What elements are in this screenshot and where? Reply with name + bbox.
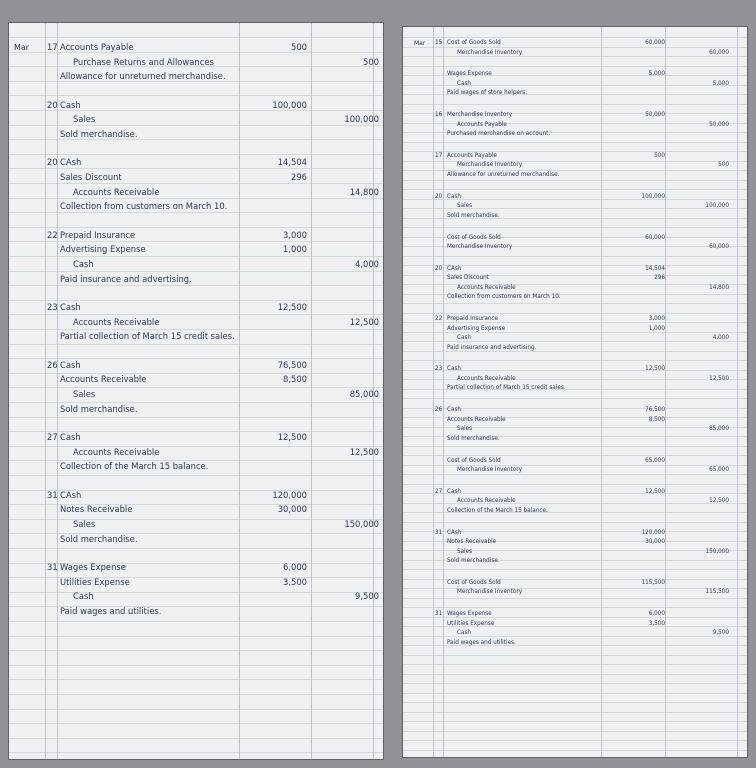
debit-amount: 100,000: [272, 99, 307, 110]
credit-amount: 9,500: [355, 591, 379, 602]
entry-description: Paid insurance and advertising.: [60, 273, 192, 284]
debit-amount: 65,000: [645, 457, 665, 464]
entry-description: Sales: [457, 203, 473, 210]
entry-description: Sales: [457, 426, 473, 433]
credit-amount: 14,800: [709, 284, 729, 291]
credit-amount: 4,000: [355, 258, 379, 269]
entry-description: Cash: [457, 80, 472, 87]
entry-description: Sold merchandise.: [447, 435, 500, 442]
entry-description: Prepaid Insurance: [447, 316, 499, 323]
entry-description: Accounts Receivable: [73, 316, 160, 327]
entry-description: Advertising Expense: [447, 325, 506, 332]
entry-description: Sold merchandise.: [60, 128, 138, 139]
entry-description: Sales Discount: [60, 172, 122, 182]
entry-description: Accounts Receivable: [60, 374, 147, 385]
debit-amount: 500: [654, 152, 665, 159]
entry-description: Sales Discount: [447, 275, 489, 282]
entry-description: Merchandise Inventory: [457, 467, 523, 473]
debit-amount: 12,500: [645, 366, 665, 373]
entry-description: Wages Expense: [447, 611, 492, 618]
entry-description: Sales: [73, 518, 96, 529]
credit-amount: 5,000: [712, 80, 729, 87]
entry-day: 17: [435, 152, 443, 159]
entry-description: Cash: [73, 258, 94, 269]
month-label: Mar: [14, 43, 30, 52]
entry-day: 26: [47, 359, 58, 370]
journal-sheet-right: [402, 26, 748, 758]
entry-description: Wages Expense: [60, 562, 126, 572]
entry-day: 31: [435, 529, 443, 536]
entry-day: 20: [47, 157, 58, 168]
entry-description: Sold merchandise.: [447, 558, 500, 565]
entry-description: Cash: [60, 432, 81, 442]
entry-description: Merchandise Inventory: [457, 49, 523, 56]
entry-description: Allowance for unreturned merchandise.: [60, 71, 226, 82]
entry-description: CAsh: [60, 489, 82, 500]
debit-amount: 3,000: [283, 229, 307, 240]
debit-amount: 3,500: [648, 620, 665, 627]
debit-amount: 8,500: [648, 416, 665, 423]
credit-amount: 100,000: [705, 203, 729, 210]
credit-amount: 14,800: [349, 186, 379, 197]
credit-amount: 12,500: [709, 498, 729, 505]
entry-description: Cash: [447, 366, 462, 373]
debit-amount: 14,504: [645, 265, 665, 272]
debit-amount: 12,500: [277, 302, 307, 312]
entry-description: Collection from customers on March 10.: [447, 294, 561, 301]
entry-description: Accounts Receivable: [447, 416, 506, 423]
month-label: Mar: [414, 40, 426, 47]
entry-day: 23: [435, 366, 443, 373]
entry-description: Paid wages and utilities.: [447, 639, 516, 646]
entry-day: 17: [47, 42, 58, 52]
debit-amount: 30,000: [645, 539, 665, 546]
entry-description: Accounts Receivable: [457, 375, 516, 382]
entry-description: Sold merchandise.: [447, 212, 500, 219]
entry-day: 20: [47, 99, 58, 110]
credit-amount: 115,500: [705, 589, 729, 596]
credit-amount: 65,000: [709, 467, 729, 473]
entry-description: Cash: [457, 630, 472, 637]
entry-description: Utilities Expense: [447, 620, 495, 627]
entry-description: Purchase Returns and Allowances: [73, 56, 214, 67]
entry-day: 15: [435, 40, 443, 46]
credit-amount: 150,000: [344, 518, 379, 529]
entry-description: Cash: [60, 99, 81, 110]
entry-description: Prepaid Insurance: [60, 229, 136, 240]
entry-description: Cost of Goods Sold: [447, 579, 501, 586]
entry-description: Collection from customers on March 10.: [60, 201, 228, 212]
entry-day: 22: [435, 316, 443, 323]
entry-description: Wages Expense: [447, 71, 492, 78]
entry-description: Cost of Goods Sold: [447, 40, 501, 46]
credit-amount: 500: [718, 162, 729, 169]
entry-description: Cash: [447, 193, 462, 200]
debit-amount: 8,500: [283, 374, 307, 385]
entry-description: Merchandise Inventory: [447, 244, 513, 250]
debit-amount: 60,000: [645, 40, 665, 46]
entry-description: Advertising Expense: [60, 244, 146, 255]
entry-description: Accounts Payable: [60, 42, 134, 52]
entry-day: 27: [435, 488, 443, 495]
debit-amount: 6,000: [648, 611, 665, 618]
entry-description: Accounts Receivable: [73, 446, 160, 457]
entry-description: Partial collection of March 15 credit sales.: [447, 385, 566, 392]
entry-description: Allowance for unreturned merchandise.: [447, 171, 560, 178]
credit-amount: 50,000: [709, 121, 729, 128]
entry-description: Sold merchandise.: [60, 533, 138, 544]
entry-day: 26: [435, 407, 443, 414]
debit-amount: 296: [291, 172, 307, 182]
entry-day: 22: [47, 229, 58, 240]
entry-description: Cash: [60, 302, 81, 312]
entry-day: 16: [435, 112, 443, 119]
entry-description: Cost of Goods Sold: [447, 457, 501, 464]
entry-description: Collection of the March 15 balance.: [447, 507, 548, 514]
entry-description: Merchandise Inventory: [457, 162, 523, 169]
credit-amount: 85,000: [709, 426, 729, 433]
entry-description: Utilities Expense: [60, 576, 130, 587]
entry-description: Cash: [447, 407, 462, 414]
entry-description: Paid wages and utilities.: [60, 605, 162, 616]
debit-amount: 76,500: [277, 359, 307, 370]
entry-description: CAsh: [60, 157, 82, 168]
credit-amount: 500: [363, 56, 379, 67]
entry-description: CAsh: [447, 265, 462, 272]
entry-description: Accounts Receivable: [73, 186, 160, 197]
entry-description: Paid insurance and advertising.: [447, 344, 537, 351]
entry-description: Accounts Payable: [447, 152, 497, 159]
credit-amount: 150,000: [705, 548, 729, 555]
entry-description: Collection of the March 15 balance.: [60, 461, 209, 472]
debit-amount: 100,000: [641, 193, 665, 200]
debit-amount: 3,000: [648, 316, 665, 323]
debit-amount: 5,000: [648, 71, 665, 78]
entry-description: Sales: [73, 114, 96, 125]
entry-description: Cash: [60, 359, 81, 370]
entry-description: Merchandise Inventory: [447, 112, 513, 119]
entry-description: Merchandise Inventory: [457, 589, 523, 596]
entry-day: 31: [47, 489, 58, 500]
entry-description: Sold merchandise.: [60, 403, 138, 414]
credit-amount: 85,000: [349, 388, 379, 399]
credit-amount: 60,000: [709, 244, 729, 250]
debit-amount: 12,500: [277, 432, 307, 442]
entry-description: Notes Receivable: [447, 539, 497, 546]
debit-amount: 1,000: [648, 325, 665, 332]
entry-description: CAsh: [447, 529, 462, 536]
debit-amount: 120,000: [272, 489, 307, 500]
entry-description: Sales: [73, 388, 96, 399]
journal-sheet-left: [8, 22, 384, 760]
entry-day: 20: [435, 193, 443, 200]
entry-description: Sales: [457, 548, 473, 555]
entry-description: Accounts Receivable: [457, 498, 516, 505]
debit-amount: 12,500: [645, 488, 665, 495]
credit-amount: 12,500: [709, 375, 729, 382]
debit-amount: 60,000: [645, 234, 665, 241]
entry-description: Cash: [73, 591, 94, 602]
entry-description: Cash: [457, 335, 472, 342]
entry-description: Purchased merchandise on account.: [447, 131, 551, 138]
entry-description: Partial collection of March 15 credit sales.: [60, 331, 235, 342]
debit-amount: 14,504: [277, 157, 307, 168]
debit-amount: 120,000: [641, 529, 665, 536]
debit-amount: 30,000: [277, 504, 307, 515]
debit-amount: 3,500: [283, 576, 307, 587]
credit-amount: 100,000: [344, 114, 379, 125]
debit-amount: 50,000: [645, 112, 665, 119]
debit-amount: 6,000: [283, 562, 307, 572]
entry-day: 20: [435, 265, 443, 272]
credit-amount: 12,500: [349, 446, 379, 457]
entry-description: Accounts Receivable: [457, 284, 516, 291]
entry-description: Accounts Payable: [457, 121, 507, 128]
credit-amount: 12,500: [349, 316, 379, 327]
debit-amount: 76,500: [645, 407, 665, 414]
entry-day: 23: [47, 302, 58, 312]
entry-description: Paid wages of store helpers.: [447, 90, 528, 97]
entry-day: 31: [47, 562, 58, 572]
credit-amount: 9,500: [712, 630, 729, 637]
debit-amount: 500: [291, 42, 307, 52]
credit-amount: 60,000: [709, 49, 729, 56]
credit-amount: 4,000: [712, 335, 729, 342]
entry-day: 31: [435, 611, 443, 618]
entry-description: Cash: [447, 488, 462, 495]
debit-amount: 1,000: [283, 244, 307, 255]
entry-description: Notes Receivable: [60, 504, 133, 515]
entry-day: 27: [47, 432, 58, 442]
entry-description: Cost of Goods Sold: [447, 234, 501, 241]
debit-amount: 115,500: [641, 579, 665, 586]
debit-amount: 296: [654, 275, 665, 282]
